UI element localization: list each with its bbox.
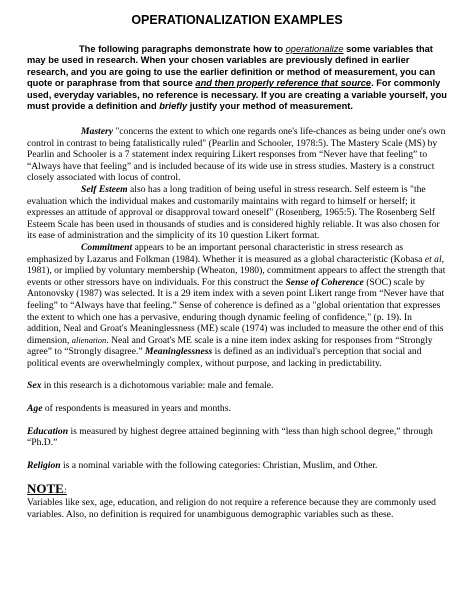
note-paragraph: Variables like sex, age, education, and religion do not require a reference because they are commonly used variables. Also, no definition is required for unambiguous demographic variables such as these.	[27, 497, 436, 521]
sex-text: in this research is a dichotomous variable: male and female.	[41, 380, 274, 392]
self-esteem-term: Self Esteem	[81, 183, 128, 195]
commitment-text-3: (SOC) scale by Antonovsky (1987) was selected. It is a 29 item index with a seven point Likert range from “Never have that feeling” to “Always have that feeling.” Sense of coherence is defined as a "global orientation that expresses the extent to which one has a pervasive, enduring though dynamic feeling of confidence," (p. 19). In addition, Neal and Groat's Meaninglessness (ME) scale (1974) was included to measure the other end of this dimension,	[27, 276, 445, 346]
document-body	[27, 126, 448, 521]
education-term: Education	[27, 425, 69, 437]
intro-paragraph	[27, 44, 447, 112]
religion-term: Religion	[27, 459, 61, 471]
commitment-text-1: appears to be an important personal characteristic in stress research as emphasized by Lazarus and Folkman (1984). Whether it is measured as a global characteristic (Kobasa	[27, 241, 425, 265]
age-text: of respondents is measured in years and months.	[42, 403, 231, 415]
commitment-paragraph	[27, 242, 448, 370]
et-al-text: et al	[424, 253, 442, 265]
reference-emphasis: and then properly reference that source	[195, 78, 372, 89]
sense-of-coherence-term: Sense of Coherence	[285, 276, 364, 288]
religion-text: is a nominal variable with the following categories: Christian, Muslim, and Other.	[60, 459, 378, 471]
sex-term: Sex	[27, 380, 42, 392]
intro-text-1: The following paragraphs demonstrate how to	[79, 44, 286, 54]
mastery-paragraph	[27, 126, 448, 184]
briefly-emphasis: briefly	[159, 101, 188, 112]
education-paragraph	[27, 426, 448, 449]
page-title: OPERATIONALIZATION EXAMPLES	[131, 13, 343, 27]
self-esteem-paragraph	[27, 184, 448, 242]
mastery-term: Mastery	[81, 126, 113, 137]
commitment-term: Commitment	[81, 241, 133, 253]
operationalize-term: operationalize	[285, 44, 344, 54]
intro-text-3: . For commonly used, everyday variables, no reference is necessary. If you are creating a variable yourself, you must provide a definition and	[27, 78, 447, 112]
note-heading-text: NOTE	[27, 481, 64, 497]
religion-paragraph	[27, 460, 448, 472]
note-colon: :	[63, 485, 67, 496]
education-text: is measured by highest degree attained beginning with “less than high school degree,” through “Ph.D.”	[27, 425, 433, 449]
note-heading	[27, 482, 448, 497]
intro-text-2: some variables that may be used in research. When your chosen variables are previously defined in earlier research, and you are going to use the earlier definition or method of measurement, you can quote or paraphrase from that source	[27, 44, 436, 89]
commitment-text-2: , 1981), or implied by voluntary membership (Wheaton, 1980), commitment appears to affect the strength that events or other stressors have on individuals. For this construct the	[27, 253, 446, 288]
commitment-text-4: . Neal and Groat's ME scale is a nine item index asking for responses from “Strongly agree” to “Strongly disagree.”	[27, 334, 433, 358]
intro-text-4: justify your method of measurement.	[187, 101, 353, 112]
commitment-text-5: is defined as an individual's perception that social and political events are overwhelmingly complex, without purpose, and lacking in predictability.	[27, 346, 422, 369]
alienation-term: alienation	[71, 334, 107, 345]
sex-paragraph	[27, 380, 448, 392]
age-paragraph	[27, 403, 448, 415]
mastery-text: "concerns the extent to which one regards one's life-chances as being under one's own control in contrast to being fatalistically ruled" (Pearlin and Schooler, 1978:5). The Mastery Scale (MS) by Pearlin and Schooler is a 7 statement index requiring Likert responses from “Never have that feeling” to “Always have that feeling” and is included because of its wide use in stress studies. Mastery is a construct closely associated with locus of control.	[27, 126, 446, 184]
self-esteem-text: also has a long tradition of being useful in stress research. Self esteem is "the evaluation which the individual makes and customarily maintains with regard to himself or herself; it expresses an attitude of approval or disapproval toward oneself" (Rosenberg, 1965:5). The Rosenberg Self Esteem Scale has been used in thousands of studies and is considered highly reliable. It was also chosen for its ease of administration and the simplicity of its 10 question Likert format.	[27, 183, 440, 242]
age-term: Age	[27, 403, 43, 415]
meaninglessness-term: Meaninglessness	[145, 346, 213, 358]
